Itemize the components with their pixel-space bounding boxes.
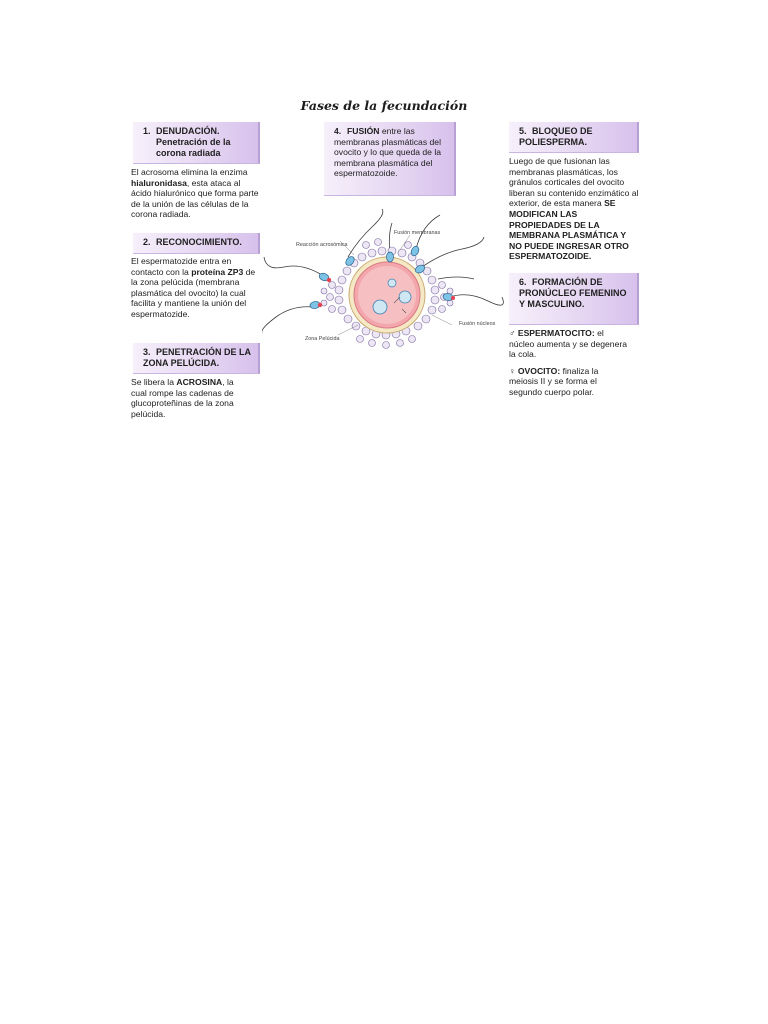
label-zona-pellucida: Zona Pelúcida xyxy=(305,336,340,342)
step-6-female-bold: OVOCITO: xyxy=(517,365,561,376)
step-6-female xyxy=(509,366,629,398)
step-5-header xyxy=(509,122,639,153)
step-1-number: 1. xyxy=(143,126,151,136)
step-3-text-post: , la cual rompe las cadenas de glucoproteñinas de la zona pelúcida. xyxy=(131,377,234,419)
male-symbol-icon: ♂ xyxy=(509,328,516,338)
step-2-text-pre: El espermatozide entra en contacto con la xyxy=(131,256,232,277)
step-4-box xyxy=(324,122,456,196)
female-symbol-icon: ♀ xyxy=(509,365,516,376)
step-6-male-bold: ESPERMATOCITO: xyxy=(517,328,595,338)
step-1-text-bold: hialuronidasa xyxy=(131,177,187,188)
step-5-number: 5. xyxy=(519,126,527,136)
step-2-text xyxy=(131,256,257,320)
step-2-text-bold: proteína ZP3 xyxy=(191,266,244,277)
step-5-heading: BLOQUEO DE POLIESPERMA. xyxy=(519,126,593,147)
step-3-text-pre: Se libera la xyxy=(131,377,177,387)
step-6-female-text: finaliza la meiosis II y se forma el segundo cuerpo polar. xyxy=(509,365,599,397)
step-2-header xyxy=(133,233,260,254)
step-2-heading: RECONOCIMIENTO. xyxy=(156,237,242,247)
step-6-male xyxy=(509,328,629,360)
step-1-text-pre: El acrosoma elimina la enzima xyxy=(131,167,248,177)
step-5-text-pre: Luego de que fusionan las membranas plasmáticas, los gránulos corticales del ovocito liberan su contenido enzimático al exterior, de esta manera xyxy=(509,156,639,209)
pronucleus-small xyxy=(388,279,396,287)
step-3-number: 3. xyxy=(143,347,151,357)
step-5-text xyxy=(509,156,641,262)
step-1-heading: DENUDACIÓN. xyxy=(156,126,220,136)
step-6-text xyxy=(509,328,629,398)
step-1-text xyxy=(131,167,261,220)
step-6-header xyxy=(509,273,639,325)
step-3-text-bold: ACROSINA xyxy=(176,377,223,387)
pronucleus-male xyxy=(399,291,411,303)
step-6-number: 6. xyxy=(519,277,527,287)
step-4-heading: FUSIÓN xyxy=(347,126,380,136)
step-2-text-post: de la zona pelúcida (membrana plasmática del ovocito) la cual facilita y mantiene la unión del espermatozide. xyxy=(131,266,256,319)
step-3-header xyxy=(133,343,260,374)
label-nucleus-fusion: Fusión núcleos xyxy=(459,321,496,327)
pronucleus-female xyxy=(373,300,387,314)
step-5-text-bold: SE MODIFICAN LAS PROPIEDADES DE LA MEMBRANA PLASMÁTICA Y NO PUEDE INGRESAR OTRO ESPERMATOZOIDE. xyxy=(509,198,629,262)
step-4-heading-rest: entre las membranas plasmáticas del ovocito y lo que queda de la membrana plasmática del espermatozoide. xyxy=(334,126,442,179)
step-1-text-post: , esta ataca al ácido hialurónico que forma parte de la unión de las células de la corona radiada. xyxy=(131,177,259,220)
step-6-male-text: el núcleo aumenta y se degenera la cola. xyxy=(509,328,628,360)
step-2-number: 2. xyxy=(143,237,151,247)
fertilization-diagram xyxy=(262,205,504,365)
page-title: Fases de la fecundación xyxy=(300,98,468,113)
label-acrosomal-reaction: Reacción acrosómica xyxy=(296,242,348,248)
label-membrane-fusion: Fusión membranas xyxy=(394,230,441,236)
step-3-text xyxy=(131,377,249,419)
step-4-number: 4. xyxy=(334,126,342,136)
step-1-subheading: Penetración de la corona radiada xyxy=(156,137,231,158)
step-6-heading: FORMACIÓN DE PRONÚCLEO FEMENINO Y MASCULINO. xyxy=(519,277,627,309)
step-1-header xyxy=(133,122,260,164)
step-3-heading: PENETRACIÓN DE LA ZONA PELÚCIDA. xyxy=(143,347,251,368)
